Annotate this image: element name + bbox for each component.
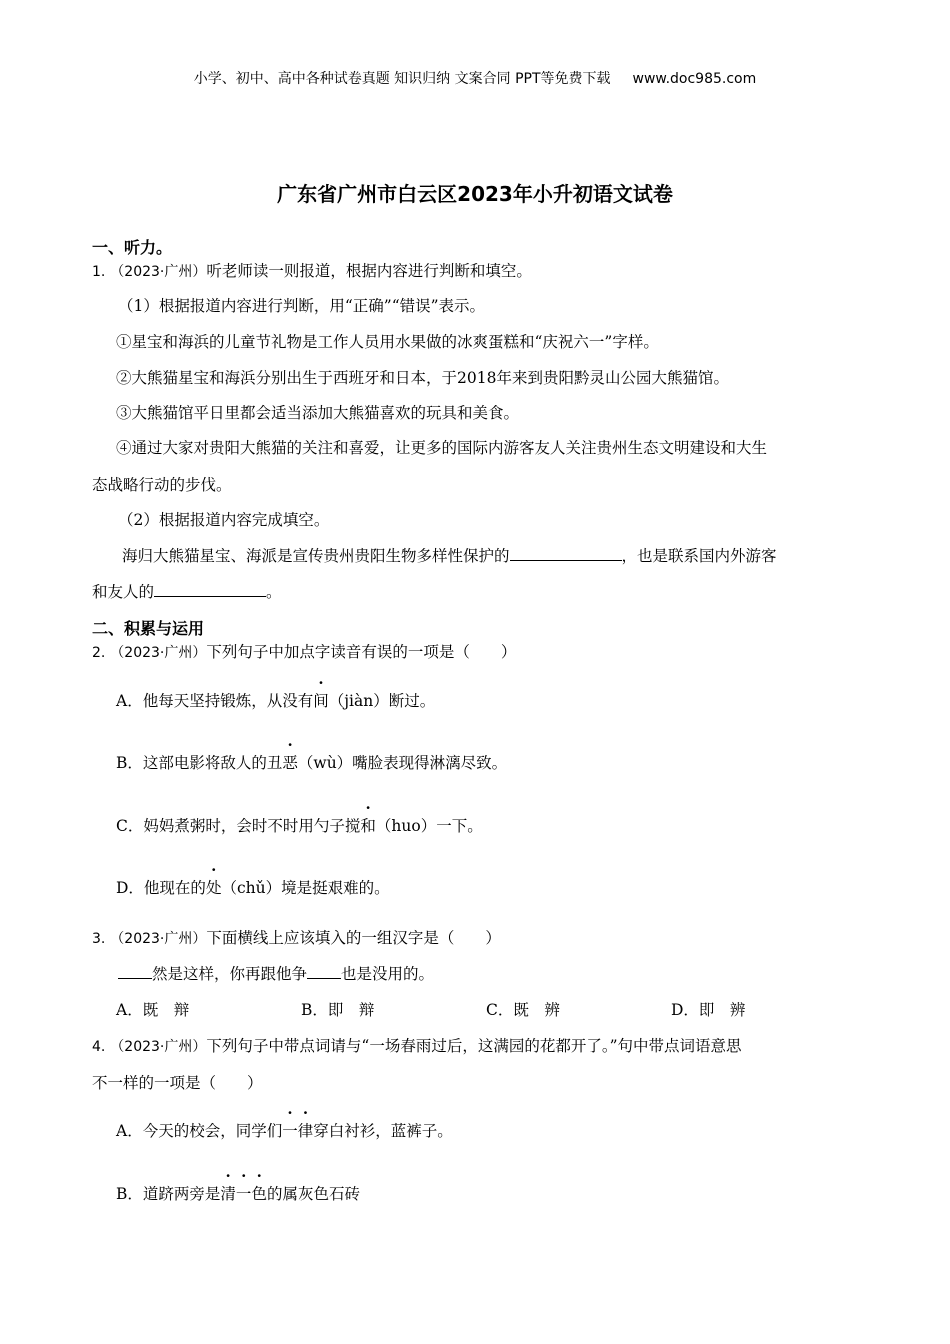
option-text: A．他每天坚持锻炼，从没有 bbox=[116, 692, 314, 710]
q1-part1: （1）根据报道内容进行判断，用“正确”“错误”表示。 bbox=[118, 297, 486, 315]
option-text: （huo）一下。 bbox=[375, 817, 483, 835]
fill-blank-2[interactable] bbox=[154, 582, 266, 597]
q3-sentence-mid: 然是这样，你再跟他争 bbox=[152, 965, 308, 983]
q4-number: 4. bbox=[92, 1039, 106, 1055]
fill-text-d: 。 bbox=[266, 583, 282, 601]
q1-stem bbox=[92, 259, 532, 281]
dotted-char: 恶 bbox=[282, 754, 298, 772]
dotted-char: 处 bbox=[205, 879, 222, 897]
q1-statement-4b: 态战略行动的步伐。 bbox=[92, 476, 232, 494]
q4-text-a: 下列句子中带点词请与“一场春雨过后，这满园的花都开了。”句中带点词语意思 bbox=[206, 1037, 742, 1055]
q4-option-b[interactable] bbox=[116, 1182, 360, 1204]
dotted-char: 和 bbox=[360, 817, 376, 835]
q2-source: （2023·广州） bbox=[110, 645, 207, 661]
q4-source: （2023·广州） bbox=[110, 1039, 207, 1055]
q3-stem bbox=[92, 926, 501, 948]
dotted-char: 一 bbox=[235, 1185, 252, 1203]
q1-part2: （2）根据报道内容完成填空。 bbox=[118, 511, 330, 529]
q1-statement-1: ①星宝和海浜的儿童节礼物是工作人员用水果做的冰爽蛋糕和“庆祝六一”字样。 bbox=[116, 333, 659, 351]
option-text: （wù）嘴脸表现得淋漓尽致。 bbox=[297, 754, 508, 772]
q3-text: 下面横线上应该填入的一组汉字是（ ） bbox=[206, 929, 501, 947]
q2-text: 下列句子中加点字读音有误的一项是（ ） bbox=[206, 643, 517, 661]
q3-option-d[interactable]: D．即 辨 bbox=[671, 1001, 746, 1019]
q1-source: （2023·广州） bbox=[110, 264, 207, 280]
dotted-char: 间 bbox=[313, 692, 329, 710]
header-site[interactable]: www.doc985.com bbox=[632, 71, 757, 87]
q2-number: 2. bbox=[92, 645, 106, 661]
option-text: B．这部电影将敌人的丑 bbox=[116, 754, 283, 772]
q3-number: 3. bbox=[92, 931, 106, 947]
q3-blank-2[interactable] bbox=[307, 964, 341, 979]
dotted-char: 清 bbox=[220, 1185, 236, 1203]
page-title: 广东省广州市白云区2023年小升初语文试卷 bbox=[277, 182, 673, 206]
fill-text-a: 海归大熊猫星宝、海派是宣传贵州贵阳生物多样性保护的 bbox=[122, 547, 510, 565]
option-text: （jiàn）断过。 bbox=[328, 692, 436, 710]
section-listening: 一、听力。 bbox=[92, 238, 173, 257]
option-text: 的属灰色石砖 bbox=[266, 1185, 360, 1203]
fill-text-c: 和友人的 bbox=[92, 583, 155, 601]
q2-option-a[interactable] bbox=[116, 689, 435, 711]
q2-option-b[interactable] bbox=[116, 751, 507, 773]
q3-source: （2023·广州） bbox=[110, 931, 207, 947]
option-text: C．妈妈煮粥时，会时不时用勺子搅 bbox=[116, 817, 361, 835]
q2-option-d[interactable] bbox=[116, 876, 390, 898]
option-text: A．今天的校会，同学们 bbox=[116, 1122, 283, 1140]
option-text: D．他现在的 bbox=[116, 879, 206, 897]
dotted-char: 色 bbox=[251, 1185, 267, 1203]
q1-fill-line-1 bbox=[122, 544, 777, 566]
q3-options bbox=[116, 998, 745, 1020]
option-text: （chǔ）境是挺艰难的。 bbox=[221, 879, 390, 897]
dotted-char: 一 bbox=[282, 1122, 298, 1140]
q1-fill-line-2 bbox=[92, 580, 282, 602]
q4-stem bbox=[92, 1034, 742, 1056]
header-text: 小学、初中、高中各种试卷真题 知识归纳 文案合同 PPT等免费下载 bbox=[193, 71, 611, 87]
option-text: B．道跻两旁是 bbox=[116, 1185, 221, 1203]
q3-option-a[interactable]: A．既 辩 bbox=[116, 1001, 190, 1019]
option-text: 穿白衬衫，蓝裤子。 bbox=[313, 1122, 453, 1140]
q3-sentence bbox=[118, 962, 434, 984]
q2-option-c[interactable] bbox=[116, 814, 483, 836]
q3-option-c[interactable]: C．既 辨 bbox=[486, 1001, 560, 1019]
q3-option-b[interactable]: B．即 辩 bbox=[301, 1001, 375, 1019]
section-accumulation: 二、积累与运用 bbox=[92, 619, 205, 638]
q2-stem bbox=[92, 640, 516, 662]
fill-blank-1[interactable] bbox=[510, 546, 622, 561]
q1-statement-2: ②大熊猫星宝和海浜分别出生于西班牙和日本，于2018年来到贵阳黔灵山公园大熊猫馆。 bbox=[116, 369, 729, 387]
fill-text-b: ，也是联系国内外游客 bbox=[621, 547, 777, 565]
q1-text: 听老师读一则报道，根据内容进行判断和填空。 bbox=[206, 262, 532, 280]
q4-option-a[interactable] bbox=[116, 1119, 453, 1141]
q1-statement-4a: ④通过大家对贵阳大熊猫的关注和喜爱，让更多的国际内游客友人关注贵州生态文明建设和大生 bbox=[116, 439, 768, 457]
q1-number: 1. bbox=[92, 264, 106, 280]
page-header bbox=[0, 68, 950, 88]
dotted-char: 律 bbox=[297, 1122, 314, 1140]
q4-text-b: 不一样的一项是（ ） bbox=[92, 1074, 263, 1092]
q3-sentence-end: 也是没用的。 bbox=[341, 965, 435, 983]
q1-statement-3: ③大熊猫馆平日里都会适当添加大熊猫喜欢的玩具和美食。 bbox=[116, 404, 520, 422]
q3-blank-1[interactable] bbox=[118, 964, 152, 979]
